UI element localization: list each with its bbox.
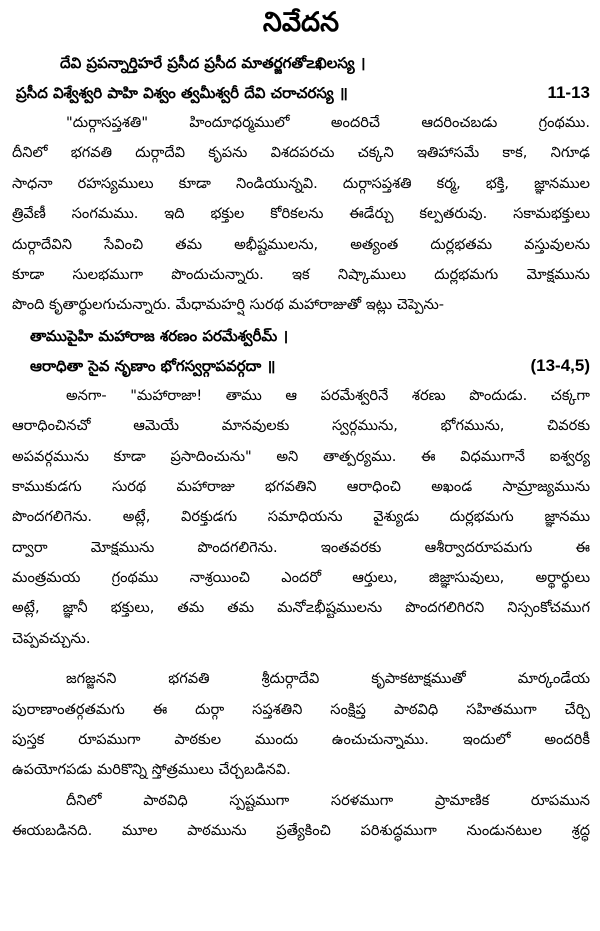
paragraph-line: "దుర్గాసప్తశతి" హిందూధర్మములో అందరిచే ఆదరించబడు గ్రంథము. [66, 114, 590, 131]
paragraph-4 [12, 786, 590, 847]
verse-1-reference: 11-13 [547, 83, 590, 102]
verse-2-line-2-text: ఆరాధితా సైవ నృణాం భోగస్వర్గాపవర్గదా ॥ [30, 356, 276, 375]
paragraph-line: పొంది కృతార్థులగుచున్నారు. మేధామహర్షి సురథ మహారాజుతో ఇట్లు చెప్పెను- [12, 296, 445, 314]
paragraph-line: అపవర్గమును కూడా ప్రసాదించును" అని తాత్పర్యము. ఈ విధముగానే ఐశ్వర్య [12, 447, 590, 465]
paragraph-line: అనగా- "మహారాజా! తాము ఆ పరమేశ్వరినే శరణు పొందుడు. చక్కగా [66, 386, 590, 404]
paragraph-line: చెప్పవచ్చును. [12, 629, 91, 647]
paragraph-gap [12, 654, 590, 664]
verse-block-2 [12, 321, 590, 381]
paragraph-line: ఆరాధించినచో ఆమెయే మానవులకు స్వర్గమును, భోగమును, చివరకు [12, 417, 590, 435]
paragraph-line: పొందగలిగెను. అట్లే, విరక్తుడగు సమాధియను వైశ్యుడు దుర్లభమగు జ్ఞానము [12, 508, 590, 526]
paragraph-line: పుస్తక రూపముగా పాఠకుల ముందు ఉంచుచున్నాము. ఇందులో అందరికీ [12, 731, 590, 749]
paragraph-3 [12, 664, 590, 786]
verse-1-line-1: దేవి ప్రపన్నార్తిహరే ప్రసీద ప్రసీద మాతర్జగతో౽ఖిలస్య । [60, 54, 366, 72]
paragraph-line: ఈయబడినది. మూల పాఠమును ప్రత్యేకించి పరిశుద్ధముగా నుండునటుల శ్రద్ధ [12, 822, 590, 840]
page-title: నివేదన [262, 7, 340, 38]
paragraph-line: దుర్గాదేవిని సేవించి తమ అభీష్టములను, అత్యంత దుర్లభతమ వస్తువులను [12, 235, 590, 253]
paragraph-line: పురాణాంతర్గతమగు ఈ దుర్గా సప్తశతిని సంక్షిప్త పాఠవిధి సహితముగా చేర్చి [12, 700, 590, 718]
paragraph-line: దీనిలో భగవతి దుర్గాదేవి కృపను విశదపరచు చక్కని ఇతిహాసమే కాక, నిగూఢ [12, 144, 590, 162]
paragraph-line: త్రివేణీ సంగమము. ఇది భక్తుల కోరికలను ఈడేర్చు కల్పతరువు. సకామభక్తులు [12, 205, 590, 223]
paragraph-line: అట్లే, జ్ఞానీ భక్తులు, తమ తమ మనో౽భీష్టములను పొందగలిగిరని నిస్సంకోచముగ [12, 599, 590, 617]
paragraph-line: కూడా సులభముగా పొందుచున్నారు. ఇక నిష్కాములు దుర్లభమగు మోక్షమును [12, 265, 590, 283]
paragraph-line: దీనిలో పాఠవిధి స్పష్టముగా సరళముగా ప్రామాణిక రూపమున [66, 791, 590, 809]
paragraph-line: సాధనా రహస్యములు కూడా నిండియున్నవి. దుర్గాసప్తశతి కర్మ, భక్తి, జ్ఞానముల [12, 174, 590, 192]
paragraph-line: మంత్రమయ గ్రంథము నాశ్రయించి ఎందరో ఆర్తులు, జిజ్ఞాసువులు, అర్థార్థులు [12, 569, 590, 587]
verse-1-line-2-text: ప్రసీద విశ్వేశ్వరి పాహి విశ్వం త్వమీశ్వరీ దేవి చరాచరస్య ॥ [16, 84, 348, 102]
verse-2-line-1: తాముపైహి మహారాజ శరణం పరమేశ్వరీమ్ । [30, 326, 289, 345]
verse-block-1 [12, 48, 590, 108]
paragraph-2 [12, 381, 590, 655]
paragraph-1 [12, 108, 590, 321]
verse-2-reference: (13-4,5) [530, 355, 590, 375]
verse-2-line-2 [30, 351, 590, 381]
verse-1-line-2 [12, 78, 590, 108]
paragraph-line: కాముకుడగు సురథ మహారాజు భగవతిని ఆరాధించి అఖండ సామ్రాజ్యమును [12, 477, 590, 495]
paragraph-line: ద్వారా మోక్షమును పొందగలిగెను. ఇంతవరకు ఆశీర్వాదరూపమగు ఈ [12, 538, 590, 556]
paragraph-line: జగజ్జనని భగవతి శ్రీదుర్గాదేవి కృపాకటాక్షముతో మార్కండేయ [66, 670, 590, 688]
paragraph-line: ఉపయోగపడు మరికొన్ని స్తోత్రములు చేర్చబడినవి. [12, 761, 291, 779]
